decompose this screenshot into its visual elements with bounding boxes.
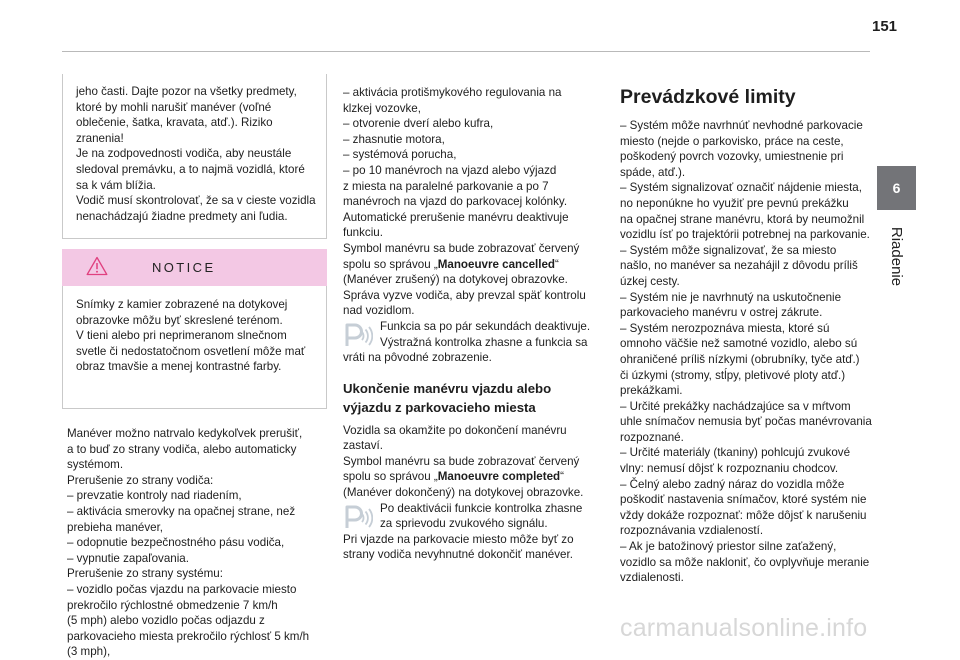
text-line: z miesta na paralelné parkovanie a po 7 <box>343 179 549 193</box>
chapter-label: Riadenie <box>888 226 905 286</box>
text-line: Funkcia sa po pár sekundách deaktivuje. <box>380 319 591 333</box>
text-line <box>343 469 605 485</box>
text-line: Vodič musí skontrolovať, že sa v cieste vozidla <box>76 194 316 208</box>
text-line: vzdialenosti. <box>620 571 684 585</box>
text-line: či úzkymi (stromy, stĺpy, pletivové ploty atď.) <box>620 368 846 382</box>
text-line: manévroch na vjazd do parkovacej kolónky. <box>343 195 568 209</box>
parking-sensor-icon <box>343 320 380 350</box>
text-line: úzkej cesty. <box>620 274 680 288</box>
column-2 <box>343 85 605 563</box>
text-line: uhle snímačov nemusia byť počas manévrovania <box>620 415 872 429</box>
hint-deactivation <box>343 319 605 350</box>
text-line: svetle či nedostatočnom osvetlení môže mať <box>76 344 306 358</box>
text-line: – Systém signalizovať označiť nájdenie miesta, <box>620 181 862 195</box>
message-prefix: spolu so správou „ <box>343 470 438 484</box>
heading-line: Ukončenie manévru vjazdu alebo <box>343 380 552 396</box>
message-prefix: spolu so správou „ <box>343 257 438 271</box>
text-line: – zhasnutie motora, <box>343 132 445 146</box>
text-line: na opačnej strane manévru, ktorá by neumožnil <box>620 212 865 226</box>
limits-list <box>620 118 880 586</box>
text-line: Výstražná kontrolka zhasne a funkcia sa <box>380 335 588 349</box>
text-line: no neponúkne ho využiť pre pevnú prekážku <box>620 196 849 210</box>
text-line: Symbol manévru sa bude zobrazovať červený <box>343 241 580 255</box>
text-line: za sprievodu zvukového signálu. <box>380 517 548 531</box>
text-line: zastaví. <box>343 439 383 453</box>
text-line: – vypnutie zapaľovania. <box>67 551 189 565</box>
text-line: vozidlo sa môže nakloniť, čo ovplyvňuje meranie <box>620 555 870 569</box>
text-line: Snímky z kamier zobrazené na dotykovej <box>76 298 288 311</box>
text-line: – odopnutie bezpečnostného pásu vodiča, <box>67 536 285 550</box>
chapter-tab <box>877 166 916 210</box>
text-line <box>343 257 605 273</box>
text-line: Je na zodpovednosti vodiča, aby neustále <box>76 147 292 161</box>
text-line: vždy dokáže rozpoznať: môže dôjsť k narušeniu <box>620 508 867 522</box>
text-line: – aktivácia smerovky na opačnej strane, než <box>67 504 296 518</box>
column-3 <box>620 85 880 586</box>
text-line: nad vozidlom. <box>343 304 415 318</box>
hint-text <box>380 501 582 532</box>
text-line: vráti na pôvodné zobrazenie. <box>343 351 492 365</box>
text-line: oblečenie, šatka, kravata, atď.). Riziko <box>76 116 273 130</box>
notice-box <box>62 249 327 409</box>
parking-sensor-icon <box>343 502 380 532</box>
text-line: Prerušenie zo strany systému: <box>67 567 223 581</box>
text-line: (3 mph), <box>67 645 111 659</box>
text-line: jeho časti. Dajte pozor na všetky predmety, <box>76 85 297 98</box>
text-line: V tieni alebo pri neprimeranom slnečnom <box>76 329 287 343</box>
text-line: zranenia! <box>76 131 124 145</box>
text-line: – Určité materiály (tkaniny) pohlcujú zvukové <box>620 446 851 460</box>
text-line: Automatické prerušenie manévru deaktivuje <box>343 210 569 224</box>
text-line: – Ak je batožinový priestor silne zaťažený, <box>620 540 837 554</box>
column-1 <box>62 74 327 660</box>
message-completed: Manoeuvre completed <box>437 470 561 484</box>
section-heading-end-manoeuvre <box>343 379 605 418</box>
text-line: Pri vjazde na parkovacie miesto môže byť zo <box>343 532 574 546</box>
text-line: parkovacieho manévru v ostrej zákrute. <box>620 306 823 320</box>
text-line: vozidlu ísť po trajektórii potrebnej na parkovanie. <box>620 228 870 242</box>
chapter-number: 6 <box>892 180 901 196</box>
text-line: parkovacieho miesta prekročilo rýchlosť 5 km/h <box>67 629 310 643</box>
hint-text <box>380 319 590 350</box>
text-line: vlny: nemusí dôjsť k rozpoznaniu chodcov. <box>620 462 839 476</box>
text-line: strany vodiča nevyhnutné dokončiť manéver. <box>343 548 573 562</box>
hint-completed <box>343 501 605 532</box>
text-line: ktoré by mohli narušiť manéver (voľné <box>76 100 272 114</box>
text-line: Manéver možno natrvalo kedykoľvek prerušiť, <box>67 427 303 440</box>
text-line: nenachádzajú žiadne predmety ani ľudia. <box>76 209 288 223</box>
text-line: rozpoznané. <box>620 430 684 444</box>
message-suffix: “ <box>560 470 565 484</box>
text-line: – po 10 manévroch na vjazd alebo výjazd <box>343 163 557 177</box>
text-line: (5 mph) alebo vozidlo počas odjazdu z <box>67 614 265 628</box>
text-line: – Systém nerozpoznáva miesta, ktoré sú <box>620 321 830 335</box>
text-line: – Systém môže navrhnúť nevhodné parkovacie <box>620 119 863 132</box>
section-heading-limits: Prevádzkové limity <box>620 86 796 108</box>
chapter-side-label <box>877 216 916 296</box>
text-line: – prevzatie kontroly nad riadením, <box>67 489 242 503</box>
text-line: spáde, atď.). <box>620 165 686 179</box>
text-line: funkciu. <box>343 226 383 240</box>
text-line: prekročilo rýchlostné obmedzenie 7 km/h <box>67 598 278 612</box>
message-suffix: “ <box>555 257 559 271</box>
text-line: poškodený povrch vozovky, umiestnenie pri <box>620 150 844 164</box>
text-line: systémom. <box>67 458 124 472</box>
text-line: – systémová porucha, <box>343 148 457 162</box>
text-line: (Manéver zrušený) na dotykovej obrazovke. <box>343 273 568 287</box>
text-line: – aktivácia protišmykového regulovania na <box>343 86 562 99</box>
text-line: – vozidlo počas vjazdu na parkovacie miesto <box>67 582 297 596</box>
notice-title: NOTICE <box>152 260 216 275</box>
header-rule <box>62 51 870 52</box>
text-line: sa k vám blížia. <box>76 178 156 192</box>
notice-header <box>62 249 327 286</box>
watermark: carmanualsonline.info <box>620 614 868 642</box>
interruption-text <box>62 426 327 660</box>
text-line: Správa vyzve vodiča, aby prevzal späť kontrolu <box>343 288 586 302</box>
text-line: klzkej vozovke, <box>343 101 421 115</box>
text-line: poškodiť nastavenia snímačov, ktoré systém nie <box>620 493 867 507</box>
message-cancelled: Manoeuvre cancelled <box>437 257 556 271</box>
heading-line: výjazdu z parkovacieho miesta <box>343 400 536 416</box>
text-line: omnoho väčšie než samotné vozidlo, alebo sú <box>620 337 858 351</box>
notice-body <box>62 286 327 409</box>
warning-continuation-box <box>62 74 327 239</box>
text-line: Vozidla sa okamžite po dokončení manévru <box>343 423 567 437</box>
text-line: a to buď zo strany vodiča, alebo automaticky <box>67 442 297 456</box>
text-line: – Čelný alebo zadný náraz do vozidla môže <box>620 477 845 491</box>
text-line: – Systém nie je navrhnutý na uskutočnenie <box>620 290 842 304</box>
text-line: rozpoznávania vzdialeností. <box>620 524 764 538</box>
text-line: sledoval premávku, a to najmä vozidlá, ktoré <box>76 162 305 176</box>
text-line: prebieha manéver, <box>67 520 164 534</box>
text-line: ohraničené príliš nízkymi (obrubníky, tyče atď.) <box>620 352 860 366</box>
page-number: 151 <box>872 18 898 35</box>
text-line: prekážkami. <box>620 384 683 398</box>
text-line: (Manéver dokončený) na dotykovej obrazovke. <box>343 486 584 500</box>
warning-triangle-icon <box>86 256 108 281</box>
text-line: miesto (nejde o parkovisko, práce na ceste, <box>620 134 844 148</box>
text-line: – Systém môže signalizovať, že sa miesto <box>620 243 837 257</box>
text-line: obrazovke môžu byť skreslené terénom. <box>76 313 283 327</box>
text-line: obraz tmavšie a menej kontrastné farby. <box>76 360 282 374</box>
text-line: našlo, no manéver sa nezahájil z dôvodu príliš <box>620 259 858 273</box>
text-line: Symbol manévru sa bude zobrazovať červený <box>343 454 580 468</box>
text-line: – Určité prekážky nachádzajúce sa v mŕtvom <box>620 399 851 413</box>
text-line: – otvorenie dverí alebo kufra, <box>343 117 494 131</box>
text-line: Prerušenie zo strany vodiča: <box>67 473 214 487</box>
text-line: Po deaktivácii funkcie kontrolka zhasne <box>380 501 583 515</box>
